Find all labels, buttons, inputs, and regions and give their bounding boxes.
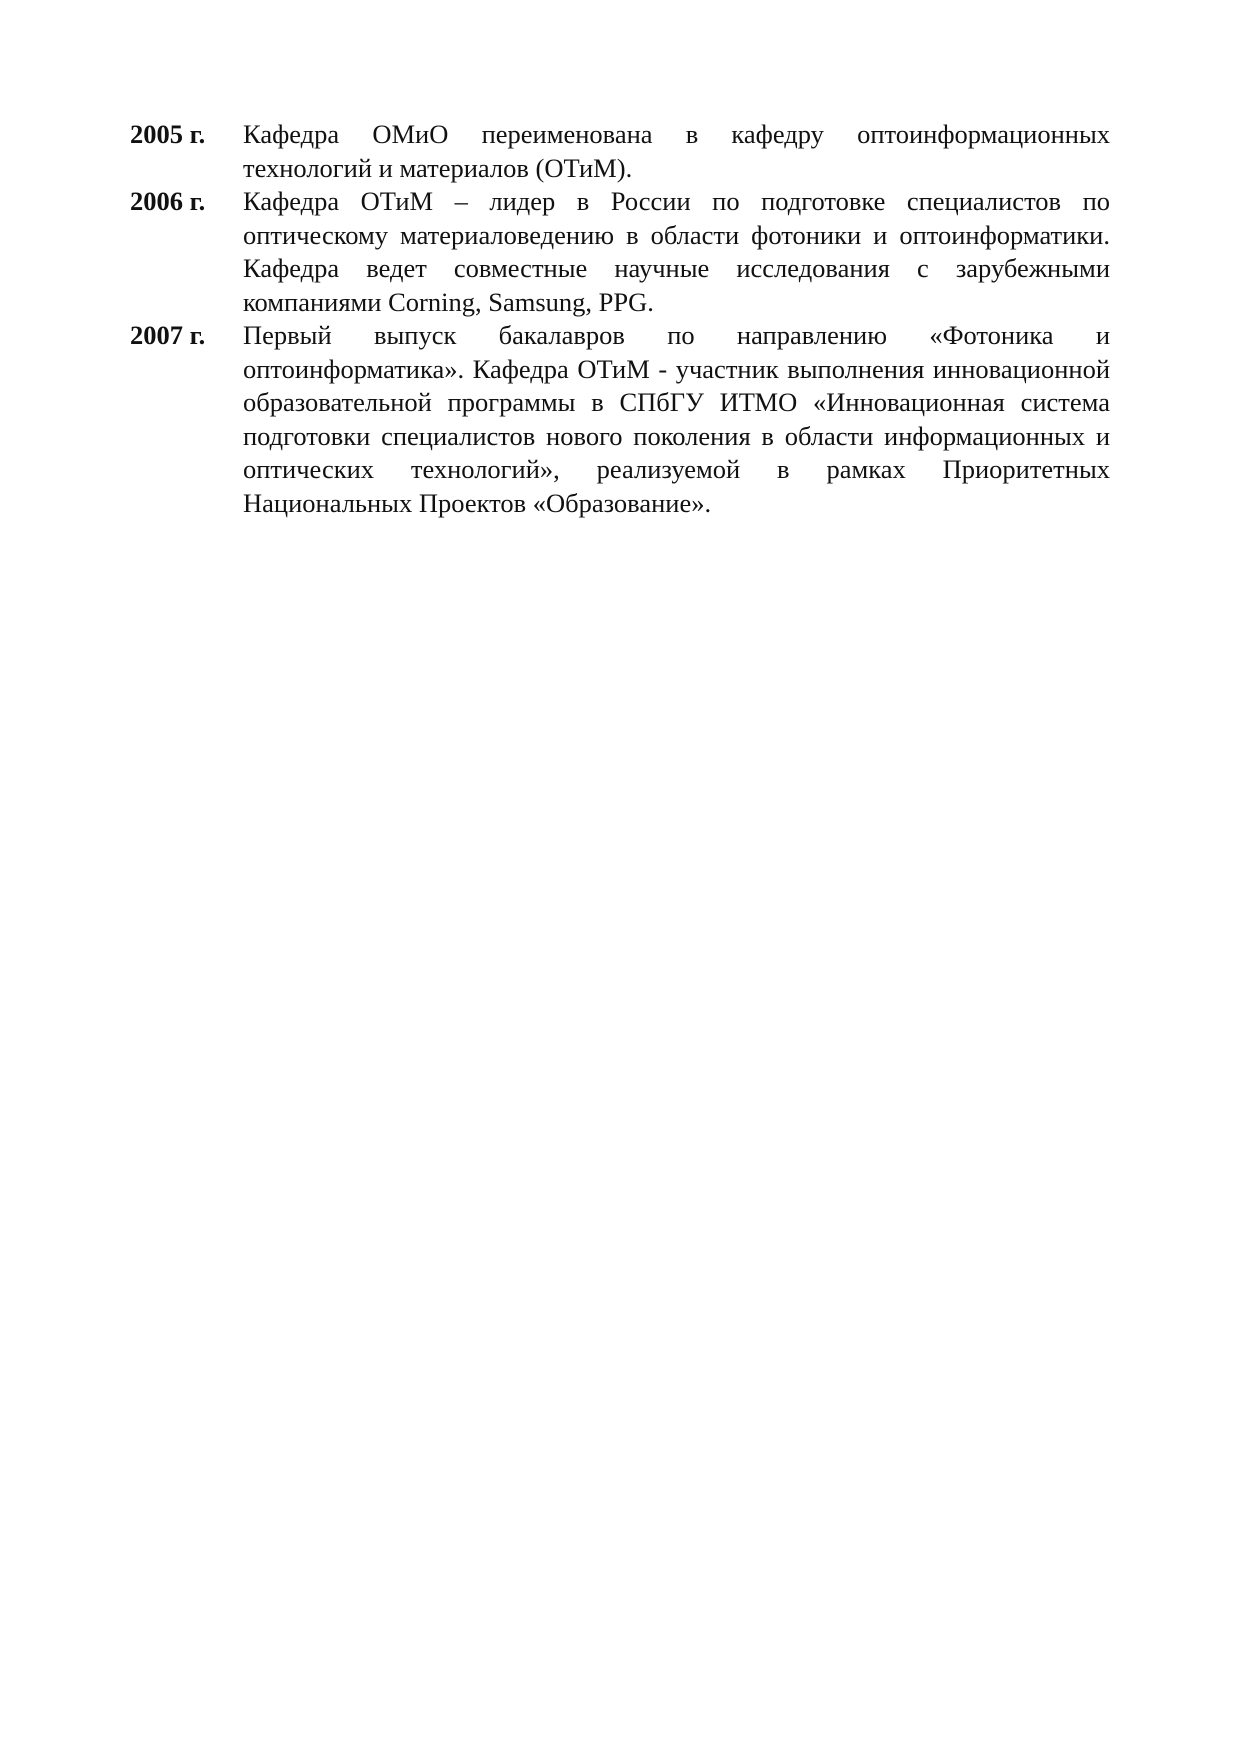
entry-year: 2005 г. <box>130 119 206 149</box>
entry-text: Первый выпуск бакалавров по направлению «Фотоника и оптоинформатика». Кафедра ОТиМ - участник выполнения инновационной образовательной программы в СПбГУ ИТМО «Инновационная система подготовки специалистов нового поколения в области информационных и оптических технологий», реализуемой в рамках Приоритетных Национальных Проектов «Образование». <box>243 320 1110 518</box>
timeline-list <box>130 118 1110 520</box>
entry-year: 2006 г. <box>130 186 206 216</box>
timeline-entry-2006 <box>130 185 1110 319</box>
timeline-entry-2005 <box>130 118 1110 185</box>
entry-text: Кафедра ОМиО переименована в кафедру оптоинформационных технологий и материалов (ОТиМ). <box>243 119 1110 183</box>
entry-text: Кафедра ОТиМ – лидер в России по подготовке специалистов по оптическому материаловедению в области фотоники и оптоинформатики. Кафедра ведет совместные научные исследования с зарубежными компаниями Corning, Samsung, PPG. <box>243 186 1110 317</box>
timeline-entry-2007 <box>130 319 1110 520</box>
entry-year: 2007 г. <box>130 320 206 350</box>
